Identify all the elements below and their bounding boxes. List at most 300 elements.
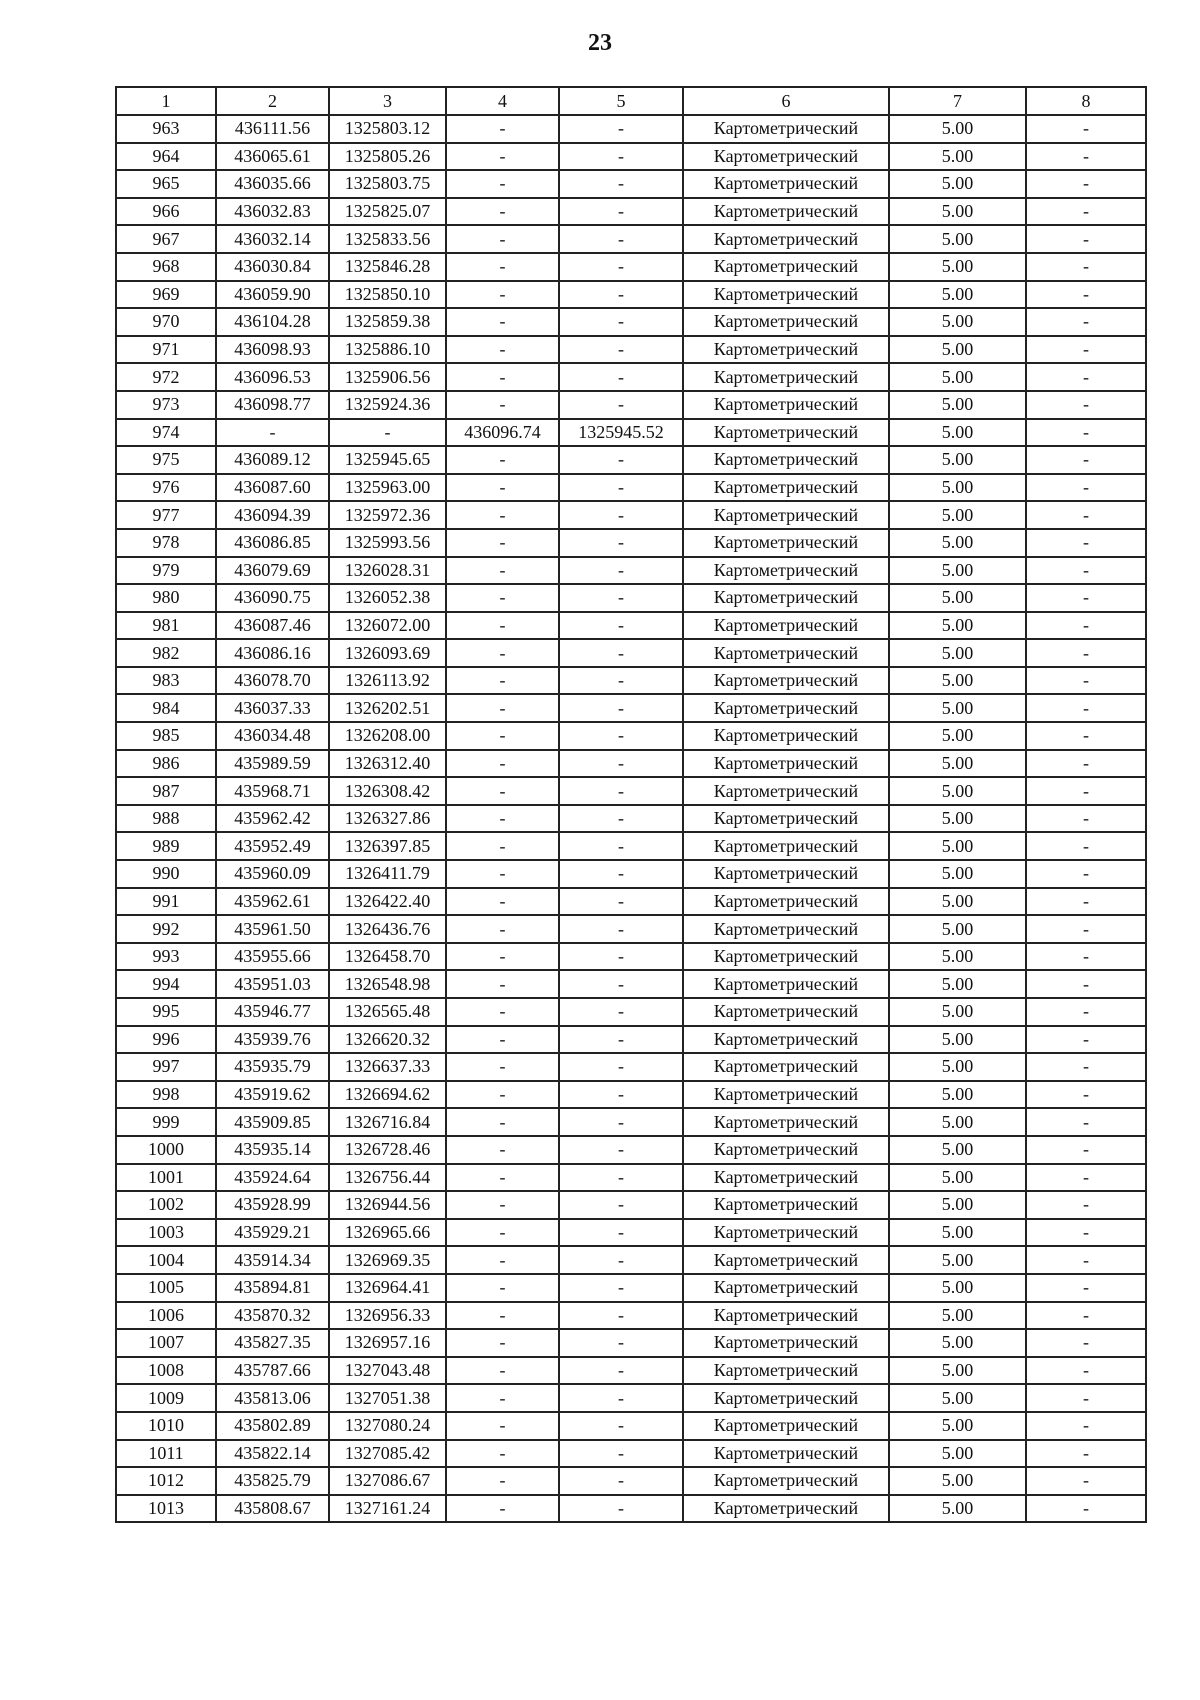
x-coordinate-alt-cell: - <box>446 1467 559 1495</box>
x-coordinate-cell: 436089.12 <box>216 446 329 474</box>
method-cell: Картометрический <box>683 1412 889 1440</box>
x-coordinate-cell: 435822.14 <box>216 1440 329 1468</box>
y-coordinate-alt-cell: - <box>559 308 683 336</box>
y-coordinate-alt-cell: - <box>559 225 683 253</box>
accuracy-cell: 5.00 <box>889 1219 1026 1247</box>
accuracy-cell: 5.00 <box>889 915 1026 943</box>
y-coordinate-cell: 1326565.48 <box>329 998 446 1026</box>
x-coordinate-alt-cell: - <box>446 805 559 833</box>
point-number-cell: 973 <box>116 391 216 419</box>
x-coordinate-cell: 436032.83 <box>216 198 329 226</box>
table-row <box>116 446 1146 474</box>
point-number-cell: 989 <box>116 832 216 860</box>
x-coordinate-cell: 435919.62 <box>216 1081 329 1109</box>
x-coordinate-cell: 436030.84 <box>216 253 329 281</box>
y-coordinate-cell: 1326957.16 <box>329 1329 446 1357</box>
accuracy-cell: 5.00 <box>889 943 1026 971</box>
x-coordinate-alt-cell: - <box>446 694 559 722</box>
y-coordinate-cell: 1325906.56 <box>329 363 446 391</box>
table-row <box>116 1246 1146 1274</box>
description-cell: - <box>1026 170 1146 198</box>
point-number-cell: 1007 <box>116 1329 216 1357</box>
accuracy-cell: 5.00 <box>889 1495 1026 1523</box>
accuracy-cell: 5.00 <box>889 639 1026 667</box>
method-cell: Картометрический <box>683 363 889 391</box>
y-coordinate-cell: 1327080.24 <box>329 1412 446 1440</box>
point-number-cell: 974 <box>116 419 216 447</box>
y-coordinate-alt-cell: - <box>559 722 683 750</box>
x-coordinate-cell: 435894.81 <box>216 1274 329 1302</box>
description-cell: - <box>1026 336 1146 364</box>
table-row <box>116 1026 1146 1054</box>
method-cell: Картометрический <box>683 1495 889 1523</box>
description-cell: - <box>1026 612 1146 640</box>
x-coordinate-alt-cell: - <box>446 1357 559 1385</box>
description-cell: - <box>1026 860 1146 888</box>
point-number-cell: 978 <box>116 529 216 557</box>
accuracy-cell: 5.00 <box>889 584 1026 612</box>
y-coordinate-cell: 1326411.79 <box>329 860 446 888</box>
description-cell: - <box>1026 694 1146 722</box>
y-coordinate-alt-cell: - <box>559 474 683 502</box>
accuracy-cell: 5.00 <box>889 1329 1026 1357</box>
table-row <box>116 667 1146 695</box>
point-number-cell: 967 <box>116 225 216 253</box>
description-cell: - <box>1026 805 1146 833</box>
y-coordinate-alt-cell: - <box>559 777 683 805</box>
x-coordinate-cell: 435928.99 <box>216 1191 329 1219</box>
x-coordinate-alt-cell: - <box>446 1081 559 1109</box>
y-coordinate-alt-cell: - <box>559 750 683 778</box>
method-cell: Картометрический <box>683 308 889 336</box>
description-cell: - <box>1026 1246 1146 1274</box>
method-cell: Картометрический <box>683 722 889 750</box>
method-cell: Картометрический <box>683 639 889 667</box>
accuracy-cell: 5.00 <box>889 391 1026 419</box>
table-row <box>116 612 1146 640</box>
point-number-cell: 982 <box>116 639 216 667</box>
table-row <box>116 1495 1146 1523</box>
x-coordinate-alt-cell: - <box>446 1495 559 1523</box>
description-cell: - <box>1026 1026 1146 1054</box>
method-cell: Картометрический <box>683 1357 889 1385</box>
point-number-cell: 972 <box>116 363 216 391</box>
x-coordinate-cell: 436087.46 <box>216 612 329 640</box>
y-coordinate-alt-cell: - <box>559 970 683 998</box>
table-row <box>116 1053 1146 1081</box>
y-coordinate-cell: 1326728.46 <box>329 1136 446 1164</box>
table-row <box>116 557 1146 585</box>
table-row <box>116 529 1146 557</box>
table-row <box>116 391 1146 419</box>
method-cell: Картометрический <box>683 943 889 971</box>
point-number-cell: 987 <box>116 777 216 805</box>
y-coordinate-alt-cell: - <box>559 1302 683 1330</box>
y-coordinate-alt-cell: - <box>559 639 683 667</box>
method-cell: Картометрический <box>683 1329 889 1357</box>
y-coordinate-alt-cell: - <box>559 198 683 226</box>
y-coordinate-alt-cell: - <box>559 1495 683 1523</box>
table-row <box>116 888 1146 916</box>
method-cell: Картометрический <box>683 1384 889 1412</box>
table-row <box>116 336 1146 364</box>
x-coordinate-cell: 436037.33 <box>216 694 329 722</box>
point-number-cell: 990 <box>116 860 216 888</box>
y-coordinate-cell: 1325945.65 <box>329 446 446 474</box>
point-number-cell: 975 <box>116 446 216 474</box>
table-row <box>116 1274 1146 1302</box>
x-coordinate-cell: 435825.79 <box>216 1467 329 1495</box>
table-row <box>116 943 1146 971</box>
accuracy-cell: 5.00 <box>889 998 1026 1026</box>
y-coordinate-cell: 1326944.56 <box>329 1191 446 1219</box>
x-coordinate-alt-cell: - <box>446 1191 559 1219</box>
description-cell: - <box>1026 639 1146 667</box>
y-coordinate-alt-cell: - <box>559 391 683 419</box>
accuracy-cell: 5.00 <box>889 612 1026 640</box>
x-coordinate-alt-cell: - <box>446 943 559 971</box>
x-coordinate-cell: - <box>216 419 329 447</box>
accuracy-cell: 5.00 <box>889 694 1026 722</box>
x-coordinate-alt-cell: - <box>446 1136 559 1164</box>
description-cell: - <box>1026 419 1146 447</box>
y-coordinate-alt-cell: - <box>559 1136 683 1164</box>
y-coordinate-alt-cell: - <box>559 1329 683 1357</box>
y-coordinate-alt-cell: - <box>559 1440 683 1468</box>
x-coordinate-alt-cell: - <box>446 281 559 309</box>
description-cell: - <box>1026 998 1146 1026</box>
description-cell: - <box>1026 750 1146 778</box>
description-cell: - <box>1026 1412 1146 1440</box>
method-cell: Картометрический <box>683 888 889 916</box>
x-coordinate-alt-cell: - <box>446 970 559 998</box>
table-row <box>116 1302 1146 1330</box>
x-coordinate-cell: 435924.64 <box>216 1164 329 1192</box>
description-cell: - <box>1026 1302 1146 1330</box>
x-coordinate-cell: 436086.16 <box>216 639 329 667</box>
point-number-cell: 1010 <box>116 1412 216 1440</box>
accuracy-cell: 5.00 <box>889 115 1026 143</box>
x-coordinate-alt-cell: - <box>446 391 559 419</box>
method-cell: Картометрический <box>683 777 889 805</box>
table-row <box>116 225 1146 253</box>
y-coordinate-cell: 1326312.40 <box>329 750 446 778</box>
accuracy-cell: 5.00 <box>889 501 1026 529</box>
point-number-cell: 998 <box>116 1081 216 1109</box>
x-coordinate-cell: 435935.14 <box>216 1136 329 1164</box>
accuracy-cell: 5.00 <box>889 336 1026 364</box>
table-row <box>116 750 1146 778</box>
method-cell: Картометрический <box>683 1164 889 1192</box>
point-number-cell: 996 <box>116 1026 216 1054</box>
point-number-cell: 983 <box>116 667 216 695</box>
description-cell: - <box>1026 943 1146 971</box>
y-coordinate-alt-cell: - <box>559 1412 683 1440</box>
point-number-cell: 997 <box>116 1053 216 1081</box>
table-row <box>116 722 1146 750</box>
y-coordinate-cell: - <box>329 419 446 447</box>
y-coordinate-alt-cell: - <box>559 501 683 529</box>
table-row <box>116 1384 1146 1412</box>
x-coordinate-alt-cell: - <box>446 1246 559 1274</box>
y-coordinate-alt-cell: - <box>559 253 683 281</box>
x-coordinate-cell: 435960.09 <box>216 860 329 888</box>
x-coordinate-cell: 435939.76 <box>216 1026 329 1054</box>
x-coordinate-cell: 435962.61 <box>216 888 329 916</box>
y-coordinate-cell: 1326052.38 <box>329 584 446 612</box>
point-number-cell: 984 <box>116 694 216 722</box>
x-coordinate-cell: 436098.77 <box>216 391 329 419</box>
table-row <box>116 1357 1146 1385</box>
y-coordinate-cell: 1326072.00 <box>329 612 446 640</box>
accuracy-cell: 5.00 <box>889 1191 1026 1219</box>
accuracy-cell: 5.00 <box>889 198 1026 226</box>
description-cell: - <box>1026 198 1146 226</box>
point-number-cell: 980 <box>116 584 216 612</box>
accuracy-cell: 5.00 <box>889 1440 1026 1468</box>
table-row <box>116 253 1146 281</box>
table-row <box>116 860 1146 888</box>
method-cell: Картометрический <box>683 970 889 998</box>
accuracy-cell: 5.00 <box>889 1384 1026 1412</box>
description-cell: - <box>1026 915 1146 943</box>
table-row <box>116 419 1146 447</box>
x-coordinate-alt-cell: - <box>446 115 559 143</box>
x-coordinate-cell: 435929.21 <box>216 1219 329 1247</box>
table-row <box>116 281 1146 309</box>
accuracy-cell: 5.00 <box>889 557 1026 585</box>
method-cell: Картометрический <box>683 694 889 722</box>
x-coordinate-cell: 435946.77 <box>216 998 329 1026</box>
accuracy-cell: 5.00 <box>889 1246 1026 1274</box>
method-cell: Картометрический <box>683 225 889 253</box>
description-cell: - <box>1026 1219 1146 1247</box>
y-coordinate-cell: 1326422.40 <box>329 888 446 916</box>
x-coordinate-cell: 435989.59 <box>216 750 329 778</box>
description-cell: - <box>1026 446 1146 474</box>
x-coordinate-cell: 436065.61 <box>216 143 329 171</box>
x-coordinate-alt-cell: - <box>446 667 559 695</box>
point-number-cell: 968 <box>116 253 216 281</box>
x-coordinate-cell: 435961.50 <box>216 915 329 943</box>
y-coordinate-cell: 1327161.24 <box>329 1495 446 1523</box>
accuracy-cell: 5.00 <box>889 446 1026 474</box>
y-coordinate-alt-cell: - <box>559 170 683 198</box>
y-coordinate-alt-cell: - <box>559 281 683 309</box>
point-number-cell: 993 <box>116 943 216 971</box>
method-cell: Картометрический <box>683 446 889 474</box>
point-number-cell: 966 <box>116 198 216 226</box>
table-row <box>116 915 1146 943</box>
y-coordinate-cell: 1326113.92 <box>329 667 446 695</box>
column-header: 8 <box>1026 87 1146 115</box>
point-number-cell: 965 <box>116 170 216 198</box>
description-cell: - <box>1026 1053 1146 1081</box>
y-coordinate-alt-cell: - <box>559 1357 683 1385</box>
x-coordinate-cell: 436059.90 <box>216 281 329 309</box>
description-cell: - <box>1026 557 1146 585</box>
x-coordinate-alt-cell: - <box>446 501 559 529</box>
table-row <box>116 1164 1146 1192</box>
description-cell: - <box>1026 1357 1146 1385</box>
y-coordinate-cell: 1325924.36 <box>329 391 446 419</box>
x-coordinate-alt-cell: - <box>446 198 559 226</box>
x-coordinate-alt-cell: - <box>446 1302 559 1330</box>
method-cell: Картометрический <box>683 253 889 281</box>
y-coordinate-alt-cell: - <box>559 143 683 171</box>
table-row <box>116 1136 1146 1164</box>
y-coordinate-alt-cell: - <box>559 832 683 860</box>
y-coordinate-cell: 1326637.33 <box>329 1053 446 1081</box>
table-row <box>116 970 1146 998</box>
y-coordinate-alt-cell: - <box>559 1274 683 1302</box>
method-cell: Картометрический <box>683 529 889 557</box>
y-coordinate-cell: 1326202.51 <box>329 694 446 722</box>
y-coordinate-cell: 1326756.44 <box>329 1164 446 1192</box>
method-cell: Картометрический <box>683 143 889 171</box>
y-coordinate-cell: 1327043.48 <box>329 1357 446 1385</box>
method-cell: Картометрический <box>683 391 889 419</box>
y-coordinate-alt-cell: - <box>559 1191 683 1219</box>
column-header: 5 <box>559 87 683 115</box>
point-number-cell: 991 <box>116 888 216 916</box>
table-row <box>116 694 1146 722</box>
y-coordinate-cell: 1326397.85 <box>329 832 446 860</box>
y-coordinate-cell: 1327051.38 <box>329 1384 446 1412</box>
table-row <box>116 1440 1146 1468</box>
point-number-cell: 1004 <box>116 1246 216 1274</box>
point-number-cell: 976 <box>116 474 216 502</box>
table-row <box>116 805 1146 833</box>
description-cell: - <box>1026 1164 1146 1192</box>
x-coordinate-cell: 436090.75 <box>216 584 329 612</box>
y-coordinate-alt-cell: - <box>559 998 683 1026</box>
y-coordinate-alt-cell: - <box>559 1026 683 1054</box>
description-cell: - <box>1026 308 1146 336</box>
accuracy-cell: 5.00 <box>889 1136 1026 1164</box>
method-cell: Картометрический <box>683 336 889 364</box>
method-cell: Картометрический <box>683 1219 889 1247</box>
x-coordinate-cell: 435827.35 <box>216 1329 329 1357</box>
table-row <box>116 308 1146 336</box>
table-row <box>116 998 1146 1026</box>
x-coordinate-cell: 436035.66 <box>216 170 329 198</box>
point-number-cell: 995 <box>116 998 216 1026</box>
coordinates-table <box>115 86 1147 1523</box>
description-cell: - <box>1026 225 1146 253</box>
point-number-cell: 999 <box>116 1108 216 1136</box>
point-number-cell: 1009 <box>116 1384 216 1412</box>
x-coordinate-alt-cell: - <box>446 225 559 253</box>
x-coordinate-cell: 435802.89 <box>216 1412 329 1440</box>
description-cell: - <box>1026 143 1146 171</box>
point-number-cell: 1011 <box>116 1440 216 1468</box>
description-cell: - <box>1026 1384 1146 1412</box>
x-coordinate-alt-cell: - <box>446 750 559 778</box>
method-cell: Картометрический <box>683 1053 889 1081</box>
description-cell: - <box>1026 474 1146 502</box>
column-header: 1 <box>116 87 216 115</box>
accuracy-cell: 5.00 <box>889 1302 1026 1330</box>
description-cell: - <box>1026 722 1146 750</box>
y-coordinate-cell: 1326969.35 <box>329 1246 446 1274</box>
y-coordinate-cell: 1325803.12 <box>329 115 446 143</box>
description-cell: - <box>1026 888 1146 916</box>
y-coordinate-alt-cell: - <box>559 805 683 833</box>
description-cell: - <box>1026 1440 1146 1468</box>
description-cell: - <box>1026 391 1146 419</box>
y-coordinate-alt-cell: - <box>559 612 683 640</box>
description-cell: - <box>1026 501 1146 529</box>
x-coordinate-alt-cell: - <box>446 170 559 198</box>
description-cell: - <box>1026 832 1146 860</box>
table-row <box>116 1108 1146 1136</box>
x-coordinate-alt-cell: - <box>446 1412 559 1440</box>
accuracy-cell: 5.00 <box>889 1108 1026 1136</box>
method-cell: Картометрический <box>683 557 889 585</box>
point-number-cell: 986 <box>116 750 216 778</box>
description-cell: - <box>1026 1274 1146 1302</box>
y-coordinate-cell: 1326694.62 <box>329 1081 446 1109</box>
x-coordinate-alt-cell: 436096.74 <box>446 419 559 447</box>
x-coordinate-alt-cell: - <box>446 1026 559 1054</box>
description-cell: - <box>1026 667 1146 695</box>
description-cell: - <box>1026 281 1146 309</box>
accuracy-cell: 5.00 <box>889 363 1026 391</box>
x-coordinate-cell: 436078.70 <box>216 667 329 695</box>
y-coordinate-alt-cell: - <box>559 915 683 943</box>
table-row <box>116 1219 1146 1247</box>
column-header: 6 <box>683 87 889 115</box>
method-cell: Картометрический <box>683 115 889 143</box>
accuracy-cell: 5.00 <box>889 1274 1026 1302</box>
y-coordinate-alt-cell: - <box>559 446 683 474</box>
x-coordinate-cell: 435962.42 <box>216 805 329 833</box>
x-coordinate-alt-cell: - <box>446 1219 559 1247</box>
x-coordinate-alt-cell: - <box>446 1164 559 1192</box>
x-coordinate-alt-cell: - <box>446 1274 559 1302</box>
x-coordinate-cell: 436111.56 <box>216 115 329 143</box>
method-cell: Картометрический <box>683 281 889 309</box>
point-number-cell: 970 <box>116 308 216 336</box>
y-coordinate-alt-cell: - <box>559 943 683 971</box>
x-coordinate-alt-cell: - <box>446 1440 559 1468</box>
point-number-cell: 963 <box>116 115 216 143</box>
method-cell: Картометрический <box>683 1026 889 1054</box>
accuracy-cell: 5.00 <box>889 1081 1026 1109</box>
point-number-cell: 971 <box>116 336 216 364</box>
accuracy-cell: 5.00 <box>889 750 1026 778</box>
y-coordinate-cell: 1327085.42 <box>329 1440 446 1468</box>
y-coordinate-cell: 1325993.56 <box>329 529 446 557</box>
table-row <box>116 1081 1146 1109</box>
y-coordinate-alt-cell: - <box>559 694 683 722</box>
y-coordinate-alt-cell: - <box>559 1219 683 1247</box>
method-cell: Картометрический <box>683 1191 889 1219</box>
point-number-cell: 969 <box>116 281 216 309</box>
method-cell: Картометрический <box>683 1081 889 1109</box>
point-number-cell: 1001 <box>116 1164 216 1192</box>
x-coordinate-cell: 435955.66 <box>216 943 329 971</box>
y-coordinate-alt-cell: - <box>559 1384 683 1412</box>
point-number-cell: 1008 <box>116 1357 216 1385</box>
x-coordinate-cell: 435914.34 <box>216 1246 329 1274</box>
x-coordinate-alt-cell: - <box>446 1108 559 1136</box>
point-number-cell: 1003 <box>116 1219 216 1247</box>
y-coordinate-alt-cell: - <box>559 667 683 695</box>
point-number-cell: 964 <box>116 143 216 171</box>
y-coordinate-alt-cell: - <box>559 336 683 364</box>
